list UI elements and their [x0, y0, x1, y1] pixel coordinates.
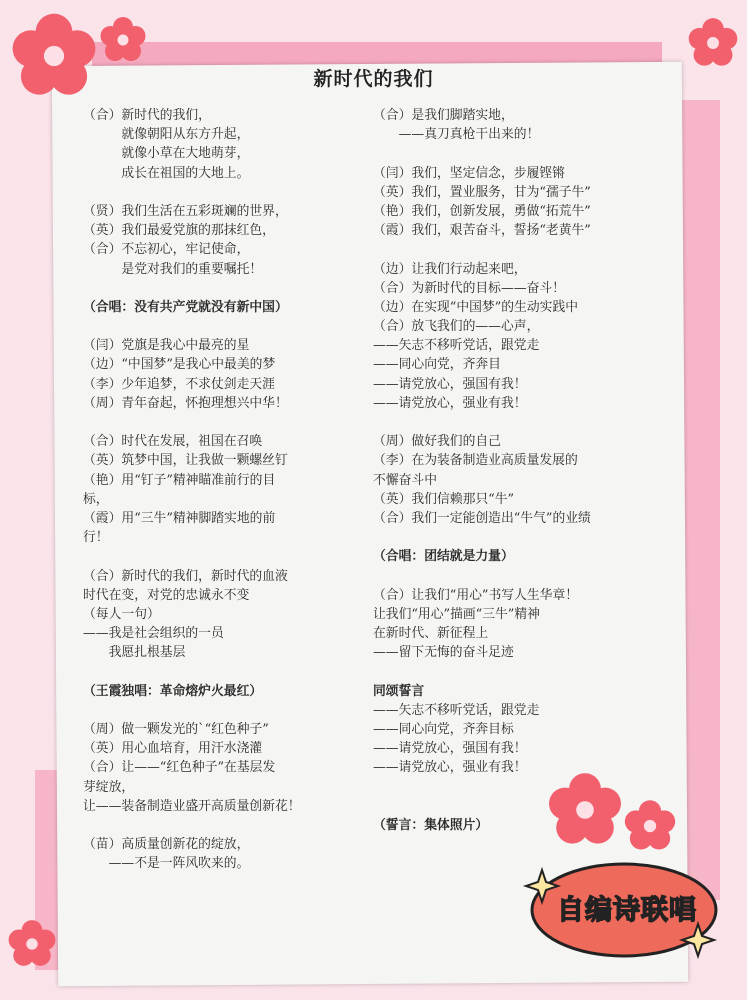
- poem-line: 让我们“用心”描画“三牛”精神: [373, 606, 540, 622]
- poem-line: （闫）党旗是我心中最亮的星: [83, 338, 250, 354]
- blank-line: [83, 413, 373, 432]
- poem-line: 是党对我们的重要嘱托！: [83, 261, 263, 277]
- section-heading: （合唱：没有共产党就没有新中国）: [83, 299, 288, 315]
- blank-line: [373, 240, 673, 259]
- flower-icon: [545, 770, 625, 850]
- poem-line: （合）为新时代的目标——奋斗！: [373, 280, 565, 296]
- blank-line: [83, 183, 373, 202]
- blank-line: [373, 778, 673, 797]
- poem-line: 标，: [83, 491, 109, 507]
- poem-line: 行！: [83, 530, 109, 546]
- poem-line: ——矢志不移听党话，跟党走: [373, 702, 540, 718]
- poem-line: （艳）用“钉子”精神瞄准前行的目: [83, 472, 276, 488]
- poem-line: ——不是一阵风吹来的。: [83, 856, 250, 872]
- poem-line: ——真刀真枪干出来的！: [373, 127, 540, 143]
- section-heading: （合唱：团结就是力量）: [373, 549, 514, 565]
- poem-line: 不懈奋斗中: [373, 472, 437, 488]
- poem-line: 成长在祖国的大地上。: [83, 165, 250, 181]
- poem-line: ——请党放心，强业有我！: [373, 395, 527, 411]
- flower-icon: [622, 798, 678, 854]
- poem-line: （闫）我们，坚定信念，步履铿锵: [373, 165, 565, 181]
- flower-icon: [686, 16, 740, 70]
- poem-line: （霞）我们，艰苦奋斗，誓扬“老黄牛”: [373, 223, 591, 239]
- poem-line: （合）是我们脚踏实地，: [373, 108, 514, 123]
- poem-line: （合）新时代的我们，: [83, 108, 211, 123]
- poem-line: ——留下无悔的奋斗足迹: [373, 645, 514, 661]
- poem-line: 时代在变，对党的忠诚永不变: [83, 587, 250, 603]
- poem-line: ——矢志不移听党话，跟党走: [373, 338, 540, 354]
- poem-line: （合）让——“红色种子”在基层发: [83, 760, 276, 776]
- poem-line: （合）不忘初心，牢记使命，: [83, 242, 250, 258]
- blank-line: [373, 662, 673, 681]
- blank-line: [373, 413, 673, 432]
- poem-line: （英）我们最爱党旗的那抹红色，: [83, 223, 275, 239]
- section-heading: 同颂誓言: [373, 683, 425, 699]
- poem-line: （苗）高质量创新花的绽放，: [83, 837, 250, 853]
- poem-line: （英）筑梦中国，让我做一颗螺丝钉: [83, 453, 288, 469]
- poem-line: （霞）用“三牛”精神脚踏实地的前: [83, 510, 276, 526]
- poem-line: （每人一句）: [83, 606, 160, 622]
- poem-line: 就像小草在大地萌芽，: [83, 146, 250, 162]
- poem-line: （边）让我们行动起来吧，: [373, 261, 527, 277]
- poem-line: 让——装备制造业盛开高质量创新花！: [83, 798, 301, 814]
- poem-line: ——请党放心，强业有我！: [373, 760, 527, 776]
- poem-line: （周）做好我们的自己: [373, 434, 501, 450]
- poem-line: 在新时代、新征程上: [373, 626, 489, 642]
- poem-line: （合）我们一定能创造出“牛气”的业绩: [373, 510, 591, 526]
- blank-line: [83, 662, 373, 681]
- poem-line: （英）我们，置业服务，甘为“孺子牛”: [373, 184, 591, 200]
- poem-line: （合）让我们“用心”书写人生华章！: [373, 587, 579, 603]
- poem-line: （合）新时代的我们，新时代的血液: [83, 568, 288, 584]
- left-column: [83, 106, 373, 874]
- blank-line: [373, 528, 673, 547]
- poem-line: ——同心向党，齐奔目标: [373, 722, 514, 737]
- poem-line: （周）做一颗发光的`“红色种子”: [83, 722, 269, 737]
- poem-line: （英）用心血培育，用汗水浇灌: [83, 741, 263, 757]
- poem-line: 就像朝阳从东方升起，: [83, 127, 250, 143]
- poem-line: ——同心向党，齐奔目: [373, 357, 501, 373]
- poem-line: （边）“中国梦”是我心中最美的梦: [83, 357, 276, 373]
- blank-line: [83, 317, 373, 336]
- poem-line: 芽绽放，: [83, 779, 135, 795]
- poem-line: （李）在为装备制造业高质量发展的: [373, 453, 578, 469]
- poem-line: ——请党放心，强国有我！: [373, 376, 527, 392]
- poem-line: （合）时代在发展，祖国在召唤: [83, 434, 263, 450]
- flower-icon: [6, 918, 58, 970]
- poem-line: （英）我们信赖那只“牛”: [373, 491, 515, 507]
- poem-line: （艳）我们，创新发展，勇做“拓荒牛”: [373, 203, 591, 219]
- blank-line: [373, 567, 673, 586]
- section-heading: （誓言：集体照片）: [373, 817, 489, 833]
- blank-line: [373, 144, 673, 163]
- poem-line: （边）在实现“中国梦”的生动实践中: [373, 299, 579, 315]
- poem-line: （周）青年奋起，怀抱理想兴中华！: [83, 395, 288, 411]
- section-heading: （王霞独唱：革命熔炉火最红）: [83, 683, 263, 699]
- poem-line: ——请党放心，强国有我！: [373, 741, 527, 757]
- poem-line: （贤）我们生活在五彩斑斓的世界，: [83, 203, 288, 219]
- blank-line: [83, 547, 373, 566]
- blank-line: [83, 701, 373, 720]
- poem-line: （李）少年追梦，不求仗剑走天涯: [83, 376, 275, 392]
- poem-line: （合）放飞我们的——心声，: [373, 319, 540, 335]
- poem-line: 我愿扎根基层: [83, 645, 186, 661]
- blank-line: [83, 816, 373, 835]
- flower-icon: [8, 10, 100, 102]
- badge-label: 自编诗联唱: [557, 895, 697, 926]
- flower-icon: [98, 15, 148, 65]
- poem-line: ——我是社会组织的一员: [83, 626, 224, 642]
- right-column: [373, 106, 673, 835]
- poem-title: 新时代的我们: [313, 68, 434, 90]
- blank-line: [83, 279, 373, 298]
